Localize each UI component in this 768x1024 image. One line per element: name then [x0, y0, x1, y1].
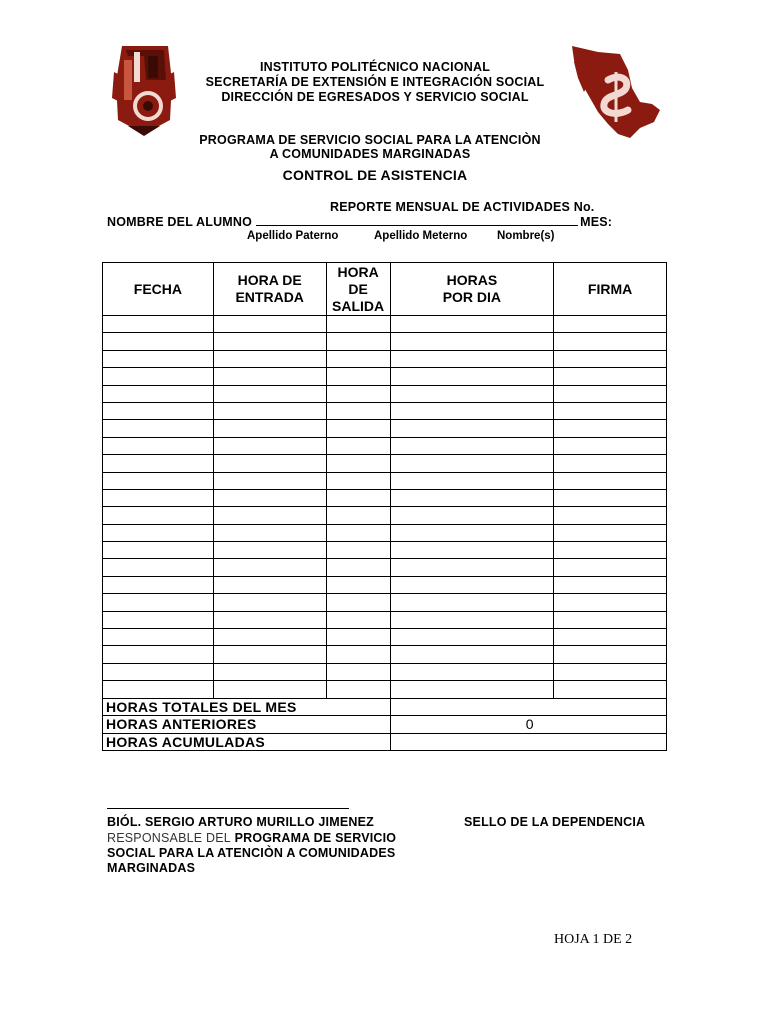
horas-cell[interactable] [390, 455, 554, 472]
horas-cell[interactable] [390, 472, 554, 489]
responsible-role-prefix: RESPONSABLE DEL [107, 831, 231, 845]
salida-cell[interactable] [326, 681, 390, 698]
horas-cell[interactable] [390, 368, 554, 385]
horas-cell[interactable] [390, 524, 554, 541]
firma-cell[interactable] [554, 663, 667, 680]
salida-cell[interactable] [326, 385, 390, 402]
accumulated-hours-label: HORAS ACUMULADAS [103, 733, 391, 751]
directorate-name: DIRECCIÓN DE EGRESADOS Y SERVICIO SOCIAL [221, 90, 529, 104]
student-name-field[interactable] [256, 214, 578, 226]
horas-cell[interactable] [390, 542, 554, 559]
table-row [103, 402, 667, 419]
salida-cell[interactable] [326, 368, 390, 385]
horas-cell[interactable] [390, 437, 554, 454]
firma-cell[interactable] [554, 385, 667, 402]
salida-cell[interactable] [326, 437, 390, 454]
totals-month-value[interactable] [390, 698, 666, 716]
firma-cell[interactable] [554, 542, 667, 559]
header-hora-entrada: HORA DE ENTRADA [213, 263, 326, 316]
firma-cell[interactable] [554, 681, 667, 698]
salida-cell[interactable] [326, 629, 390, 646]
responsible-role [107, 831, 427, 876]
program-line-2: A COMUNIDADES MARGINADAS [269, 147, 471, 161]
firma-cell[interactable] [554, 646, 667, 663]
table-row [103, 420, 667, 437]
previous-hours-row [103, 716, 667, 734]
salida-cell[interactable] [326, 455, 390, 472]
horas-cell[interactable] [390, 420, 554, 437]
salida-cell[interactable] [326, 611, 390, 628]
sub-label-paterno: Apellido Paterno [247, 230, 339, 242]
firma-cell[interactable] [554, 629, 667, 646]
firma-cell[interactable] [554, 350, 667, 367]
responsible-role-line-2: SOCIAL PARA LA ATENCIÒN A COMUNIDADES [107, 846, 396, 860]
salida-cell[interactable] [326, 507, 390, 524]
entrada-cell[interactable] [213, 455, 326, 472]
table-row [103, 489, 667, 506]
fecha-cell[interactable] [103, 594, 214, 611]
horas-cell[interactable] [390, 629, 554, 646]
responsible-role-line-1: PROGRAMA DE SERVICIO [230, 831, 397, 845]
fecha-cell[interactable] [103, 472, 214, 489]
entrada-cell[interactable] [213, 402, 326, 419]
student-name-label: NOMBRE DEL ALUMNO [107, 215, 253, 229]
salida-cell[interactable] [326, 524, 390, 541]
horas-cell[interactable] [390, 559, 554, 576]
table-row [103, 455, 667, 472]
entrada-cell[interactable] [213, 333, 326, 350]
responsible-role-line-3: MARGINADAS [107, 861, 196, 875]
totals-month-label: HORAS TOTALES DEL MES [103, 698, 391, 716]
horas-cell[interactable] [390, 316, 554, 333]
salida-cell[interactable] [326, 559, 390, 576]
fecha-cell[interactable] [103, 524, 214, 541]
accumulated-hours-value[interactable] [390, 733, 666, 751]
table-row [103, 385, 667, 402]
horas-cell[interactable] [390, 385, 554, 402]
salida-cell[interactable] [326, 489, 390, 506]
entrada-cell[interactable] [213, 316, 326, 333]
sub-label-nombres: Nombre(s) [497, 230, 555, 242]
horas-cell[interactable] [390, 507, 554, 524]
fecha-cell[interactable] [103, 576, 214, 593]
table-header-row [103, 263, 667, 316]
table-row [103, 524, 667, 541]
student-name-row [107, 214, 612, 229]
horas-cell[interactable] [390, 646, 554, 663]
horas-cell[interactable] [390, 611, 554, 628]
entrada-cell[interactable] [213, 350, 326, 367]
table-row [103, 542, 667, 559]
fecha-cell[interactable] [103, 681, 214, 698]
fecha-cell[interactable] [103, 455, 214, 472]
table-row [103, 368, 667, 385]
firma-cell[interactable] [554, 437, 667, 454]
previous-hours-label: HORAS ANTERIORES [103, 716, 391, 734]
firma-cell[interactable] [554, 455, 667, 472]
horas-cell[interactable] [390, 489, 554, 506]
salida-cell[interactable] [326, 350, 390, 367]
entrada-cell[interactable] [213, 524, 326, 541]
fecha-cell[interactable] [103, 402, 214, 419]
entrada-cell[interactable] [213, 385, 326, 402]
firma-cell[interactable] [554, 402, 667, 419]
header-fecha: FECHA [103, 263, 214, 316]
firma-cell[interactable] [554, 420, 667, 437]
salida-cell[interactable] [326, 594, 390, 611]
table-row [103, 681, 667, 698]
accumulated-hours-row [103, 733, 667, 751]
horas-cell[interactable] [390, 663, 554, 680]
previous-hours-value[interactable]: 0 [390, 716, 666, 734]
fecha-cell[interactable] [103, 316, 214, 333]
entrada-cell[interactable] [213, 489, 326, 506]
firma-cell[interactable] [554, 524, 667, 541]
firma-cell[interactable] [554, 316, 667, 333]
entrada-cell[interactable] [213, 594, 326, 611]
table-row [103, 333, 667, 350]
institution-name: INSTITUTO POLITÉCNICO NACIONAL [259, 60, 491, 74]
salida-cell[interactable] [326, 576, 390, 593]
horas-cell[interactable] [390, 402, 554, 419]
table-row [103, 472, 667, 489]
entrada-cell[interactable] [213, 420, 326, 437]
table-row [103, 663, 667, 680]
entrada-cell[interactable] [213, 681, 326, 698]
entrada-cell[interactable] [213, 629, 326, 646]
horas-cell[interactable] [390, 594, 554, 611]
table-row [103, 559, 667, 576]
fecha-cell[interactable] [103, 559, 214, 576]
table-row [103, 350, 667, 367]
firma-cell[interactable] [554, 368, 667, 385]
fecha-cell[interactable] [103, 611, 214, 628]
sub-label-materno: Apellido Meterno [374, 230, 468, 242]
fecha-cell[interactable] [103, 663, 214, 680]
salida-cell[interactable] [326, 663, 390, 680]
firma-cell[interactable] [554, 333, 667, 350]
program-line-1: PROGRAMA DE SERVICIO SOCIAL PARA LA ATENCIÒN [199, 133, 541, 147]
mexico-map-logo [568, 42, 664, 142]
horas-cell[interactable] [390, 333, 554, 350]
page-indicator: HOJA 1 DE 2 [554, 932, 633, 947]
totals-month-row [103, 698, 667, 716]
header-horas-por-dia: HORAS POR DIA [390, 263, 554, 316]
salida-cell[interactable] [326, 472, 390, 489]
entrada-cell[interactable] [213, 646, 326, 663]
firma-cell[interactable] [554, 507, 667, 524]
horas-cell[interactable] [390, 681, 554, 698]
entrada-cell[interactable] [213, 559, 326, 576]
table-row [103, 507, 667, 524]
salida-cell[interactable] [326, 646, 390, 663]
fecha-cell[interactable] [103, 542, 214, 559]
entrada-cell[interactable] [213, 663, 326, 680]
salida-cell[interactable] [326, 420, 390, 437]
fecha-cell[interactable] [103, 489, 214, 506]
header-firma: FIRMA [554, 263, 667, 316]
firma-cell[interactable] [554, 594, 667, 611]
table-row [103, 629, 667, 646]
fecha-cell[interactable] [103, 420, 214, 437]
entrada-cell[interactable] [213, 576, 326, 593]
horas-cell[interactable] [390, 576, 554, 593]
table-row [103, 594, 667, 611]
entrada-cell[interactable] [213, 368, 326, 385]
page-title: CONTROL DE ASISTENCIA [282, 167, 468, 183]
signature-line [107, 808, 349, 809]
table-row [103, 316, 667, 333]
secretariat-name: SECRETARÍA DE EXTENSIÓN E INTEGRACIÓN SOCIAL [205, 75, 545, 89]
horas-cell[interactable] [390, 350, 554, 367]
entrada-cell[interactable] [213, 437, 326, 454]
fecha-cell[interactable] [103, 350, 214, 367]
entrada-cell[interactable] [213, 472, 326, 489]
firma-cell[interactable] [554, 611, 667, 628]
fecha-cell[interactable] [103, 333, 214, 350]
fecha-cell[interactable] [103, 368, 214, 385]
ipn-logo [108, 42, 180, 138]
program-title [190, 133, 550, 161]
header-hora-salida: HORA DE SALIDA [326, 263, 390, 316]
fecha-cell[interactable] [103, 629, 214, 646]
firma-cell[interactable] [554, 576, 667, 593]
salida-cell[interactable] [326, 542, 390, 559]
stamp-label: SELLO DE LA DEPENDENCIA [464, 815, 646, 829]
table-row [103, 437, 667, 454]
firma-cell[interactable] [554, 489, 667, 506]
institution-header [190, 60, 560, 105]
report-number-label: REPORTE MENSUAL DE ACTIVIDADES No. [330, 200, 595, 214]
entrada-cell[interactable] [213, 611, 326, 628]
table-row [103, 611, 667, 628]
attendance-table [102, 262, 667, 751]
entrada-cell[interactable] [213, 542, 326, 559]
fecha-cell[interactable] [103, 437, 214, 454]
salida-cell[interactable] [326, 402, 390, 419]
fecha-cell[interactable] [103, 507, 214, 524]
table-row [103, 646, 667, 663]
fecha-cell[interactable] [103, 646, 214, 663]
salida-cell[interactable] [326, 316, 390, 333]
firma-cell[interactable] [554, 472, 667, 489]
responsible-name: BIÓL. SERGIO ARTURO MURILLO JIMENEZ [107, 815, 374, 829]
entrada-cell[interactable] [213, 507, 326, 524]
fecha-cell[interactable] [103, 385, 214, 402]
month-label: MES: [580, 215, 613, 229]
table-row [103, 576, 667, 593]
salida-cell[interactable] [326, 333, 390, 350]
firma-cell[interactable] [554, 559, 667, 576]
